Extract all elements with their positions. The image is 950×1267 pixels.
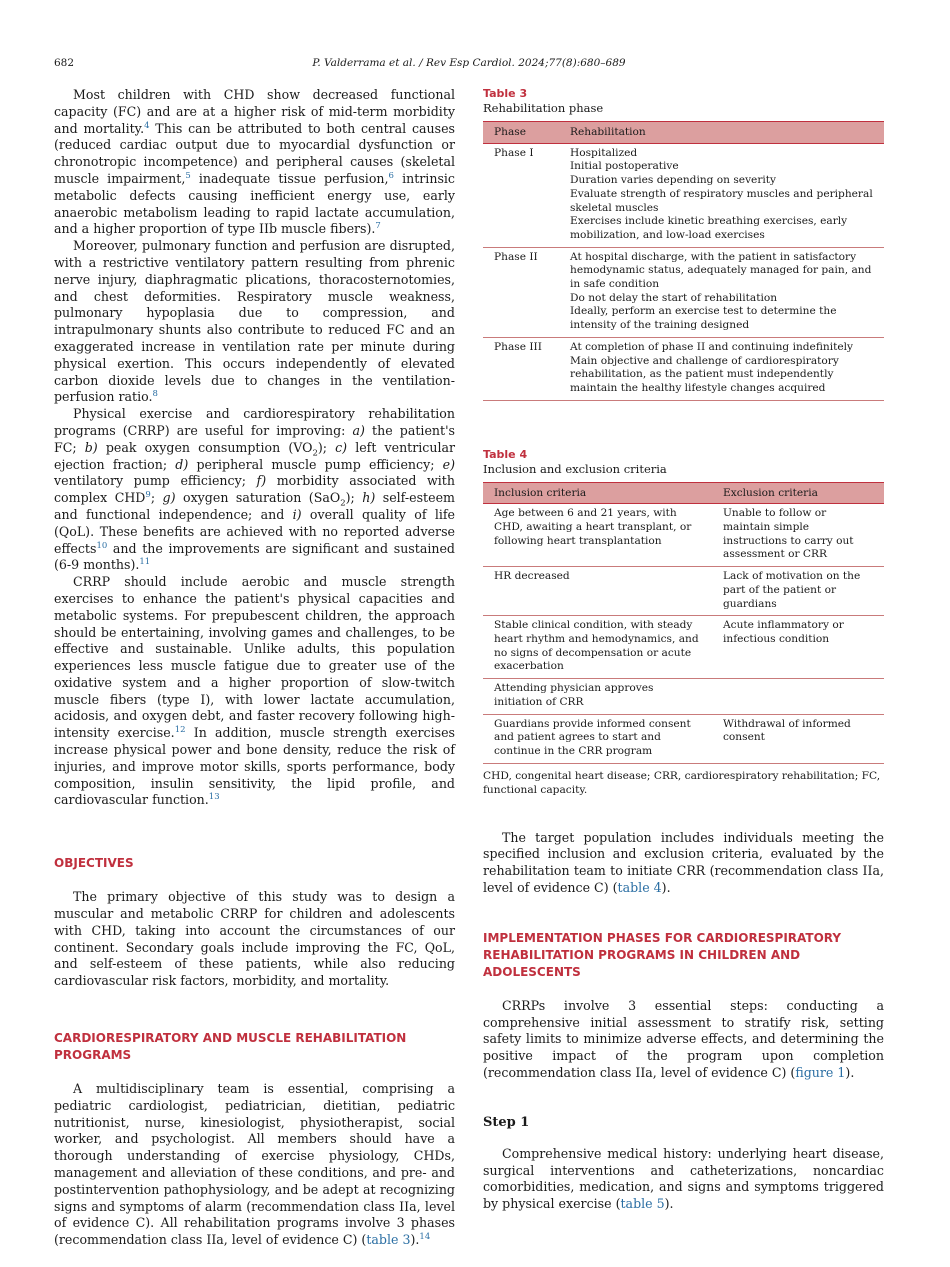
table-4-exclusion-cell: Unable to follow or maintain simple instructions to carry out assessment or CRR	[712, 504, 884, 567]
table-4-row	[483, 679, 884, 714]
table-3-rehabilitation-cell	[559, 143, 884, 247]
table-3-phase-cell: Phase III	[483, 337, 559, 400]
section-heading-implementation-phases: IMPLEMENTATION PHASES FOR CARDIORESPIRATORY REHABILITATION PROGRAMS IN CHILDREN AND ADOLESCENTS	[483, 930, 842, 979]
table-3-rehabilitation-cell	[559, 337, 884, 400]
table-4-grid	[483, 482, 884, 764]
reference-12[interactable]: 12	[174, 725, 186, 736]
table-4-inclusion-cell: HR decreased	[483, 567, 712, 616]
paragraph-target-population: The target population includes individuals meeting the specified inclusion and exclusion criteria, evaluated by the rehabilitation team to initiate CRR (recommendation class IIa, level of evidence C) (table 4).	[483, 829, 884, 895]
paragraph-exercise-composition: CRRP should include aerobic and muscle strength exercises to enhance the patient's physical capacities and metabolic systems. For prepubescent children, the approach should be entertaining, involving games and challenges, to be effective and sustainable. Unlike adults, this population experiences less muscle fatigue due to greater use of the oxidative system and a higher proportion of slow-twitch muscle fibers (type I), with lower lactate accumulation, acidosis, and oxygen debt, and faster recovery following high-intensity exercise.$^{12}$ In addition, muscle strength exercises increase physical power and bone density, reduce the risk of injuries, and improve motor skills, sports performance, body composition, insulin sensitivity, the lipid profile, and cardiovascular function.$^{13}$	[54, 574, 455, 808]
table-3-line: Exercises include kinetic breathing exercises, early mobilization, and low-load exercises	[570, 215, 848, 241]
paragraph-pulmonary-function: Moreover, pulmonary function and perfusion are disrupted, with a restrictive ventilatory pattern resulting from phrenic nerve injury, diaphragmatic plications, thoracosternotomies, and chest deformities. Respiratory muscle weakness, pulmonary hypoplasia due to compression, and intrapulmonary shunts also contribute to reduced FC and an exaggerated increase in ventilation rate per minute during physical exertion. This occurs independently of elevated carbon dioxide levels due to changes in the ventilation-perfusion ratio.$^8$	[54, 238, 455, 405]
table-3-line: Initial postoperative	[570, 160, 679, 173]
paragraph-crrp-benefits: Physical exercise and cardiorespiratory rehabilitation programs (CRRP) are useful for improving: a) the patient's FC; b) peak oxygen consumption $(VO_2)$; c) left ventricular ejection fraction; d) peripheral muscle pump efficiency; e) ventilatory pump efficiency; f) morbidity associated with complex CHD$^9$; g) oxygen saturation (SaO$_2$); h) self-esteem and functional independence; and i) overall quality of life (QoL). These benefits are achieved with no reported adverse effects$^{10}$ and the improvements are significant and sustained (6-9 months).$^{11}$	[54, 406, 456, 573]
page-number: 682	[54, 57, 75, 69]
paragraph-objectives: The primary objective of this study was to design a muscular and metabolic CRRP for children and adolescents with CHD, taking into account the circumstances of our continent. Secondary goals include improving the FC, QoL, and self-esteem of these patients, while also reducing cardiovascular risk factors, morbidity, and mortality.	[54, 889, 455, 989]
paragraph-multidisciplinary-team: A multidisciplinary team is essential, comprising a pediatric cardiologist, pediatrician, dietitian, pediatric nutritionist, nurse, kinesiologist, physiotherapist, social worker, and psychologist. All members should have a thorough understanding of exercise physiology, CHDs, management and alleviation of these conditions, and pre- and postintervention pathophysiology, and be adept at recognizing signs and symptoms of alarm (recommendation class IIa, level of evidence C). All rehabilitation programs involve 3 phases (recommendation class IIa, level of evidence C) (table 3).$^{14}$	[54, 1081, 455, 1248]
link-table-5[interactable]: table 5	[620, 1196, 665, 1212]
table-3-line: Duration varies depending on severity	[570, 174, 777, 187]
subheading-step-1: Step 1	[483, 1114, 530, 1130]
table-3-rehabilitation-cell	[559, 247, 884, 337]
paragraph-essential-steps: CRRPs involve 3 essential steps: conducting a comprehensive initial assessment to stratify risk, setting safety limits to minimize adverse effects, and determining the positive impact of the program upon completion (recommendation class IIa, level of evidence C) (figure 1).	[483, 997, 884, 1080]
table-4-row	[483, 504, 884, 567]
table-4-header-exclusion: Exclusion criteria	[712, 482, 884, 504]
table-3-phase-cell: Phase I	[483, 143, 559, 247]
reference-6[interactable]: 6	[388, 170, 394, 181]
reference-13[interactable]: 13	[208, 792, 220, 803]
table-4-inclusion-cell: Attending physician approves initiation of CRR	[483, 679, 712, 714]
table-3-line: Main objective and challenge of cardiorespiratory rehabilitation, as the patient must independently maintain the healthy lifestyle changes acquired	[570, 354, 839, 394]
link-figure-1[interactable]: figure 1	[795, 1064, 846, 1080]
paragraph-medical-history: Comprehensive medical history: underlying heart disease, surgical interventions and catheterizations, noncardiac comorbidities, medication, and signs and symptoms triggered by physical exercise (table 5).	[483, 1145, 884, 1212]
link-table-3[interactable]: table 3	[366, 1232, 411, 1248]
table-4-label: Table 4	[483, 447, 528, 461]
table-3-row	[483, 247, 884, 337]
reference-9[interactable]: 9	[145, 489, 151, 500]
left-column	[54, 87, 455, 1249]
table-4-header-inclusion: Inclusion criteria	[483, 482, 712, 504]
table-3-line: At hospital discharge, with the patient in satisfactory hemodynamic status, adequately managed for pain, and in safe condition	[570, 250, 872, 291]
table-4-caption: Inclusion and exclusion criteria	[483, 461, 667, 476]
table-3	[483, 87, 884, 401]
table-3-line: Hospitalized	[570, 146, 638, 159]
table-4-row	[483, 714, 884, 763]
table-4-exclusion-cell: Withdrawal of informed consent	[712, 714, 884, 763]
table-4-row	[483, 567, 884, 616]
table-4-inclusion-cell: Stable clinical condition, with steady heart rhythm and hemodynamics, and no signs of decompensation or acute exacerbation	[483, 616, 712, 679]
table-4-inclusion-cell: Guardians provide informed consent and patient agrees to start and continue in the CRR program	[483, 714, 712, 763]
table-3-row	[483, 337, 884, 400]
section-heading-rehabilitation-programs: CARDIORESPIRATORY AND MUSCLE REHABILITATION PROGRAMS	[54, 1031, 407, 1063]
link-table-4[interactable]: table 4	[617, 880, 662, 895]
table-3-row	[483, 143, 884, 247]
reference-8[interactable]: 8	[152, 389, 158, 400]
table-3-line: At completion of phase II and continuing indefinitely	[570, 340, 854, 353]
table-3-label: Table 3	[483, 87, 528, 100]
paragraph-functional-capacity: Most children with CHD show decreased functional capacity (FC) and are at a higher risk of mid-term morbidity and mortality.$^4$ This can be attributed to both central causes (reduced cardiac output due to myocardial dysfunction or chronotropic incompetence) and peripheral causes (skeletal muscle impairment,$^5$ inadequate tissue perfusion,$^6$ intrinsic metabolic defects causing inefficient energy use, early anaerobic metabolism leading to rapid lactate accumulation, and a higher proportion of type IIb muscle fibers).$^7$	[54, 87, 456, 237]
table-3-line: Ideally, perform an exercise test to determine the intensity of the training designed	[570, 305, 837, 332]
reference-14[interactable]: 14	[419, 1232, 431, 1243]
reference-7[interactable]: 7	[375, 221, 381, 232]
journal-reference: P. Valderrama et al. / Rev Esp Cardiol. 2024;77(8):680–689	[312, 57, 626, 69]
table-4	[483, 448, 884, 797]
table-4-exclusion-cell: Lack of motivation on the part of the patient or guardians	[712, 567, 884, 616]
table-3-line: Evaluate strength of respiratory muscles and peripheral skeletal muscles	[570, 187, 873, 214]
table-3-grid	[483, 121, 884, 401]
reference-4[interactable]: 4	[144, 120, 150, 131]
right-column	[483, 87, 884, 1213]
table-4-exclusion-cell: Acute inflammatory or infectious condition	[712, 616, 884, 679]
table-3-header-phase: Phase	[483, 122, 559, 144]
reference-10[interactable]: 10	[96, 540, 108, 551]
table-3-line: Do not delay the start of rehabilitation	[570, 291, 778, 304]
reference-5[interactable]: 5	[185, 170, 191, 181]
table-4-exclusion-cell	[712, 679, 884, 714]
table-4-footnote: CHD, congenital heart disease; CRR, cardiorespiratory rehabilitation; FC, functional capacity.	[483, 769, 881, 796]
running-head	[54, 57, 884, 71]
table-4-row	[483, 616, 884, 679]
table-3-header-rehabilitation: Rehabilitation	[559, 122, 884, 144]
table-3-phase-cell: Phase II	[483, 247, 559, 337]
section-heading-objectives: OBJECTIVES	[54, 856, 134, 871]
table-4-inclusion-cell: Age between 6 and 21 years, with CHD, awaiting a heart transplant, or following heart transplantation	[483, 504, 712, 567]
reference-11[interactable]: 11	[139, 557, 151, 568]
table-3-caption: Rehabilitation phase	[483, 101, 604, 115]
